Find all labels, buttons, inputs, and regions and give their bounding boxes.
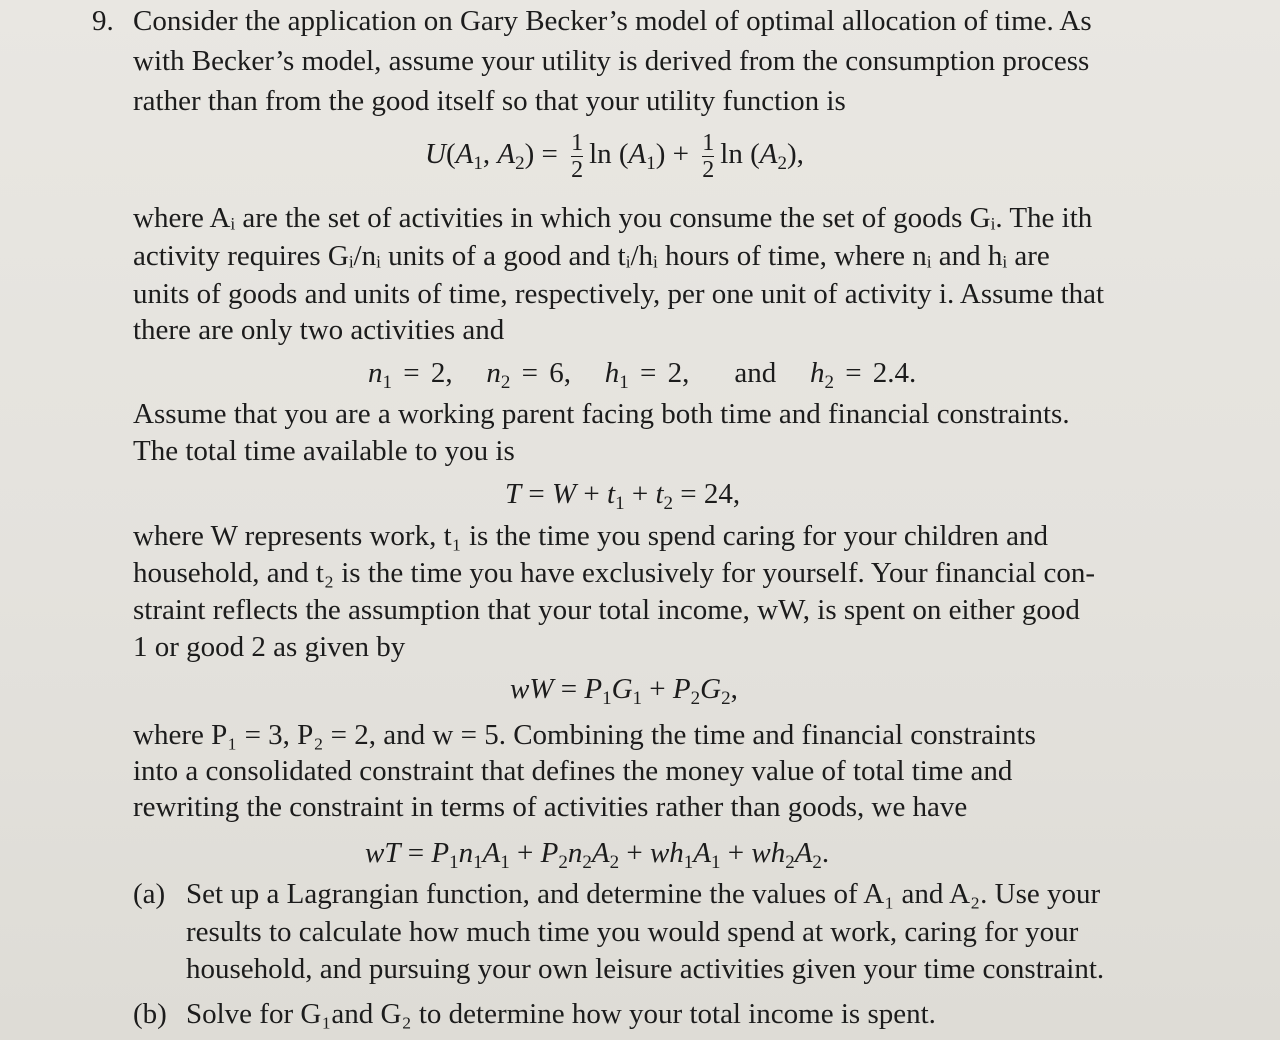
prices-line-3: rewriting the constraint in terms of activities rather than goods, we have [133, 791, 968, 823]
activities-line-3: units of goods and units of time, respectively, per one unit of activity i. Assume that [133, 278, 1105, 310]
financial-line-4: 1 or good 2 as given by [133, 631, 406, 663]
consolidated-equation: wT = $P_1n_1A_1 + P_2n_2A_2 + wh_1A_1 + wh_2A_2$. [365, 837, 830, 873]
intro-line-2: with Becker’s model, assume your utility is derived from the consumption process [133, 45, 1090, 77]
financial-line-1: where W represents work, t₁ is the time you spend caring for your children and [133, 520, 1049, 552]
intro-line-1: Consider the application on Gary Becker’s model of optimal allocation of time. As [133, 5, 1092, 37]
prices-line-2: into a consolidated constraint that defines the money value of total time and [133, 755, 1013, 787]
activities-line-4: there are only two activities and [133, 314, 505, 346]
fraction-one-half: $\frac{1}{2}$ [571, 130, 584, 183]
budget-equation: wW = $P_1G_1 + P_2G_2$, [510, 673, 738, 709]
activities-line-2: activity requires Gᵢ/nᵢ units of a good and tᵢ/hᵢ hours of time, where nᵢ and hᵢ are [133, 240, 1050, 272]
part-a-label: (a) [133, 878, 166, 910]
financial-line-3: straint reflects the assumption that your total income, wW, is spent on either good [133, 594, 1080, 626]
fraction-one-half: $\frac{1}{2}$ [702, 130, 715, 183]
time-equation: $T = W + t_1 + t_2 = 24$, [505, 478, 741, 514]
prices-line-1: where P₁ = 3, P₂ = 2, and w = 5. Combining the time and financial constraints [133, 719, 1036, 751]
financial-line-2: household, and t₂ is the time you have exclusively for yourself. Your financial con- [133, 557, 1096, 589]
time-line-2: The total time available to you is [133, 435, 515, 467]
time-line-1: Assume that you are a working parent facing both time and financial constraints. [133, 398, 1070, 430]
intro-line-3: rather than from the good itself so that your utility function is [133, 85, 846, 117]
utility-equation: $U(A_1$, $A_2$) = $\frac{1}{2}$ $\ln (A_1)$ + $\frac{1}{2}$ $\ln (A_2)$, [425, 130, 804, 183]
part-b-label: (b) [133, 998, 167, 1030]
part-b-line-1: Solve for G₁and G₂ to determine how your total income is spent. [186, 998, 936, 1030]
part-a-line-1: Set up a Lagrangian function, and determine the values of A₁ and A₂. Use your [186, 878, 1101, 910]
problem-number: 9. [92, 5, 114, 37]
activities-line-1: where Aᵢ are the set of activities in which you consume the set of goods Gᵢ. The ith [133, 202, 1093, 234]
parameters-equation: $n_1 = 2$, $n_2 = 6$, $h_1 = 2$, and $h_2 = 2.4$. [368, 357, 917, 393]
part-a-line-2: results to calculate how much time you would spend at work, caring for your [186, 916, 1079, 948]
part-a-line-3: household, and pursuing your own leisure activities given your time constraint. [186, 953, 1105, 985]
